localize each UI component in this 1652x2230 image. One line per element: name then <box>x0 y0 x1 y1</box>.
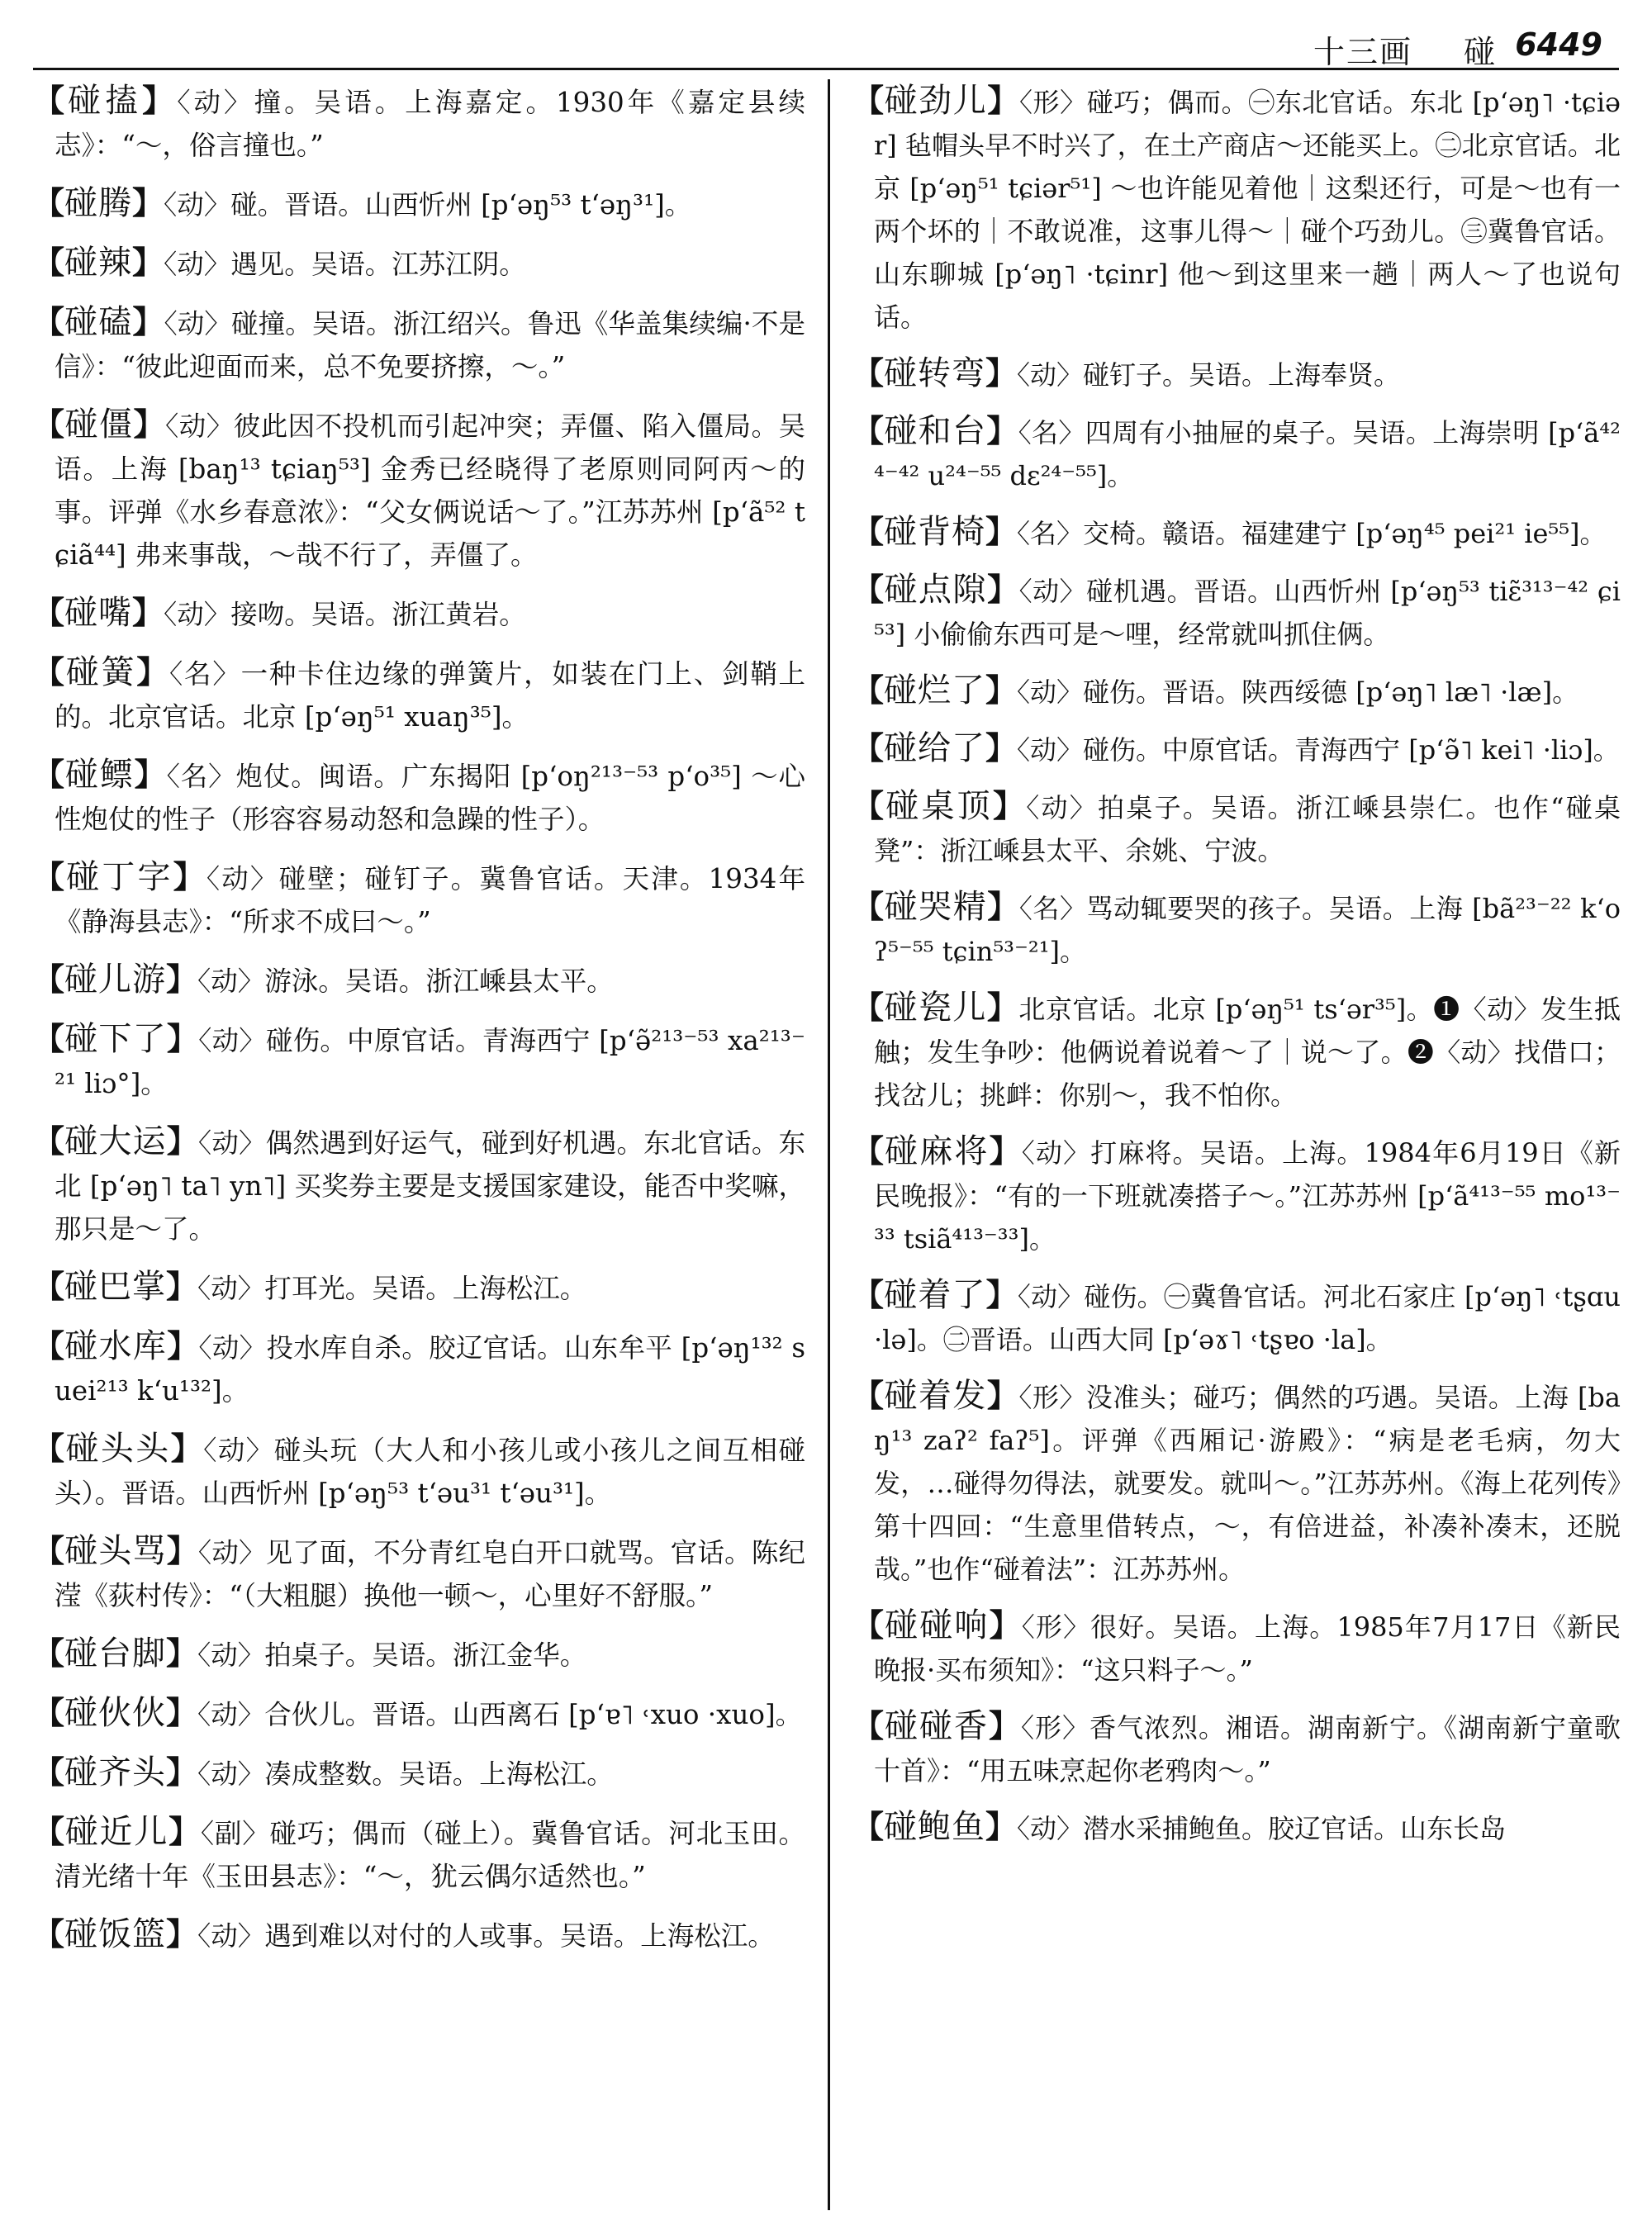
open-bracket: 【 <box>33 594 65 631</box>
entry-definition: 〈动〉潜水采捕鲍鱼。胶辽官话。山东长岛 <box>1017 1813 1507 1844</box>
entry-definition: 〈动〉碰机遇。晋语。山西忻州 [p‘əŋ⁵³ tiɛ̃³¹³⁻⁴² ɕi⁵³] 小偷偷东西可是～哩，经常就叫抓住俩。 <box>874 576 1621 650</box>
close-bracket: 】 <box>169 1813 201 1850</box>
close-bracket: 】 <box>166 1268 198 1305</box>
left-column <box>33 79 805 2210</box>
header-rule <box>33 68 1619 70</box>
entry-definition: 〈副〉碰巧；偶而（碰上）。冀鲁官话。河北玉田。清光绪十年《玉田县志》：“～，犹云偶尔适然也。” <box>55 1818 805 1892</box>
dictionary-entry <box>852 1374 1621 1591</box>
entry-headword: 碰转弯 <box>884 354 986 392</box>
dictionary-entry <box>852 727 1621 771</box>
open-bracket: 【 <box>852 729 885 766</box>
entry-headword: 碰桌顶 <box>885 787 994 825</box>
entry-definition: 〈动〉撞。吴语。上海嘉定。1930年《嘉定县续志》：“～，俗言撞也。” <box>55 87 805 161</box>
entry-headword: 碰伙伙 <box>64 1694 167 1732</box>
open-bracket: 【 <box>852 571 885 608</box>
dictionary-entry <box>852 568 1621 656</box>
entry-headword: 碰着了 <box>884 1276 986 1314</box>
entry-definition: 北京官话。北京 [p‘əŋ⁵¹ ts‘ər³⁵]。❶〈动〉发生抵触；发生争吵：他俩说着说着～了｜说～了。❷〈动〉找借口；找岔儿；挑衅：你别～，我不怕你。 <box>874 994 1621 1111</box>
open-bracket: 【 <box>852 412 885 449</box>
entry-headword: 碰麻将 <box>885 1132 990 1170</box>
entry-headword: 碰和台 <box>884 412 987 450</box>
entry-headword: 碰齐头 <box>64 1753 167 1791</box>
entry-headword: 碰瓷儿 <box>884 989 987 1027</box>
close-bracket: 】 <box>166 1915 198 1952</box>
open-bracket: 【 <box>33 653 66 690</box>
entry-definition: 〈动〉碰钉子。吴语。上海奉贤。 <box>1017 359 1401 391</box>
dictionary-entry <box>33 1913 805 1957</box>
close-bracket: 】 <box>132 184 164 221</box>
entry-definition: 〈动〉打耳光。吴语。上海松江。 <box>197 1273 587 1304</box>
dictionary-entry <box>33 1810 805 1898</box>
open-bracket: 【 <box>33 1532 65 1569</box>
close-bracket: 】 <box>133 406 165 443</box>
dictionary-entry <box>33 958 805 1003</box>
dictionary-entry <box>852 885 1621 973</box>
open-bracket: 【 <box>33 82 69 119</box>
close-bracket: 】 <box>166 1122 198 1160</box>
dictionary-entry <box>33 753 805 841</box>
close-bracket: 】 <box>142 82 178 119</box>
entry-headword: 碰碰响 <box>885 1606 990 1644</box>
dictionary-entry <box>852 986 1621 1117</box>
close-bracket: 】 <box>166 1753 198 1791</box>
entry-headword: 碰下了 <box>64 1020 167 1058</box>
dictionary-entry <box>852 1604 1621 1691</box>
entry-definition: 〈动〉碰伤。中原官话。青海西宁 [p‘ə̃˥ kei˥ ·liɔ]。 <box>1017 734 1620 766</box>
close-bracket: 】 <box>166 961 198 998</box>
dictionary-entry <box>33 301 805 388</box>
open-bracket: 【 <box>33 1327 65 1364</box>
close-bracket: 】 <box>987 82 1019 119</box>
open-bracket: 【 <box>852 989 885 1026</box>
close-bracket: 】 <box>987 571 1019 608</box>
open-bracket: 【 <box>852 787 886 824</box>
open-bracket: 【 <box>852 513 885 550</box>
close-bracket: 】 <box>170 1430 204 1467</box>
entry-definition: 〈形〉很好。吴语。上海。1985年7月17日《新民晚报·买布须知》：“这只料子～。” <box>874 1611 1621 1686</box>
entry-definition: 〈名〉四周有小抽屉的桌子。吴语。上海崇明 [p‘ã⁴²⁴⁻⁴² u²⁴⁻⁵⁵ dɛ²⁴⁻⁵⁵]。 <box>874 417 1621 491</box>
dictionary-entry <box>852 510 1621 555</box>
dictionary-entry <box>33 1632 805 1677</box>
header-character: 碰 <box>1463 34 1495 70</box>
close-bracket: 】 <box>985 1276 1018 1313</box>
open-bracket: 【 <box>33 1430 66 1467</box>
entry-definition: 〈动〉遇到难以对付的人或事。吴语。上海松江。 <box>197 1920 775 1952</box>
page-header <box>0 17 1652 70</box>
entry-definition: 〈动〉合伙儿。晋语。山西离石 [p‘ɐ˥ ˓xuo ·xuo]。 <box>197 1699 803 1730</box>
entry-definition: 〈形〉碰巧；偶而。㊀东北官话。东北 [p‘əŋ˥ ·tɕiər] 毡帽头早不时兴了，在土产商店～还能买上。㊁北京官话。北京 [p‘əŋ⁵¹ tɕiər⁵¹] ～也许能见着他｜这梨还行，可是～也有一两个坏的｜不敢说准，这事儿得～｜碰个巧劲儿。㊂冀鲁官话。山东聊城 [p‘əŋ˥ ·tɕinr] 他～到这里来一趟｜两人～了也说句话。 <box>874 87 1621 333</box>
dictionary-entry <box>852 1705 1621 1792</box>
entry-headword: 碰巴掌 <box>64 1268 167 1306</box>
dictionary-entry <box>33 79 805 167</box>
entry-definition: 〈名〉炮仗。闽语。广东揭阳 [p‘oŋ²¹³⁻⁵³ p‘o³⁵] ～心性炮仗的性子（形容容易动怒和急躁的性子）。 <box>55 761 805 835</box>
entry-headword: 碰丁字 <box>66 858 173 896</box>
entry-headword: 碰着发 <box>884 1377 987 1415</box>
dictionary-entry <box>33 856 805 943</box>
dictionary-entry <box>33 1691 805 1736</box>
entry-definition: 〈动〉投水库自杀。胶辽官话。山东牟平 [p‘əŋ¹³² suei²¹³ k‘u¹³²]。 <box>55 1332 805 1407</box>
dictionary-entry <box>852 1274 1621 1361</box>
dictionary-entry <box>33 1530 805 1617</box>
open-bracket: 【 <box>852 888 885 925</box>
close-bracket: 】 <box>166 1532 198 1569</box>
entry-definition: 〈名〉交椅。赣语。福建建宁 [p‘əŋ⁴⁵ pei²¹ ie⁵⁵]。 <box>1017 518 1607 549</box>
close-bracket: 】 <box>985 1808 1018 1845</box>
dictionary-entry <box>33 403 805 576</box>
close-bracket: 】 <box>985 671 1018 709</box>
dictionary-entry <box>33 1265 805 1310</box>
page-number: 6449 <box>1515 26 1602 63</box>
open-bracket: 【 <box>33 756 65 793</box>
entry-definition: 〈动〉碰撞。吴语。浙江绍兴。鲁迅《华盖集续编·不是信》：“彼此迎面而来，总不免要挤擦，～。” <box>55 308 805 382</box>
entry-headword: 碰劲儿 <box>884 82 988 120</box>
dictionary-entry <box>852 79 1621 339</box>
entry-headword: 碰儿游 <box>64 961 167 999</box>
entry-headword: 碰鲍鱼 <box>884 1808 986 1846</box>
entry-definition: 〈动〉见了面，不分青红皂白开口就骂。官话。陈纪滢《荻村传》：“（大粗腿）换他一顿～，心里好不舒服。” <box>55 1537 805 1611</box>
close-bracket: 】 <box>166 1020 199 1057</box>
entry-definition: 〈动〉碰。晋语。山西忻州 [p‘əŋ⁵³ t‘əŋ³¹]。 <box>164 189 692 221</box>
entry-headword: 碰水库 <box>64 1327 168 1365</box>
dictionary-entry <box>33 1018 805 1105</box>
open-bracket: 【 <box>33 858 67 895</box>
column-divider <box>828 79 830 2210</box>
dictionary-entry <box>33 651 805 738</box>
entry-definition: 〈动〉碰伤。晋语。陕西绥德 [p‘əŋ˥ læ˥ ·læ]。 <box>1017 676 1579 708</box>
open-bracket: 【 <box>852 671 885 709</box>
close-bracket: 】 <box>166 1694 198 1731</box>
entry-headword: 碰近儿 <box>64 1813 169 1851</box>
close-bracket: 】 <box>986 989 1019 1026</box>
close-bracket: 】 <box>132 244 164 281</box>
open-bracket: 【 <box>33 406 65 443</box>
dictionary-entry <box>852 352 1621 396</box>
close-bracket: 】 <box>987 888 1019 925</box>
open-bracket: 【 <box>852 82 885 119</box>
close-bracket: 】 <box>985 354 1018 391</box>
entry-headword: 碰点隙 <box>884 571 988 609</box>
entry-definition: 〈动〉游泳。吴语。浙江嵊县太平。 <box>197 966 614 997</box>
dictionary-entry <box>33 1427 805 1515</box>
entry-headword: 碰僵 <box>64 406 134 444</box>
right-column <box>852 79 1621 2210</box>
entry-definition: 〈动〉拍桌子。吴语。浙江金华。 <box>197 1639 587 1671</box>
dictionary-entry <box>852 785 1621 872</box>
open-bracket: 【 <box>852 1606 885 1644</box>
close-bracket: 】 <box>132 594 164 631</box>
entry-definition: 〈动〉碰伤。㊀冀鲁官话。河北石家庄 [p‘əŋ˥ ˓tʂɑu ·lə]。㊁晋语。山西大同 [p‘əɤ˥ ˓tʂɐo ·la]。 <box>874 1281 1621 1355</box>
dictionary-entry <box>33 1325 805 1412</box>
entry-headword: 碰碰香 <box>885 1707 989 1745</box>
open-bracket: 【 <box>33 1268 65 1305</box>
close-bracket: 】 <box>166 1635 198 1672</box>
entry-headword: 碰大运 <box>64 1122 167 1160</box>
dictionary-entry <box>33 182 805 226</box>
dictionary-entry <box>33 1120 805 1250</box>
open-bracket: 【 <box>33 961 65 998</box>
dictionary-entry <box>852 410 1621 497</box>
entry-definition: 〈动〉打麻将。吴语。上海。1984年6月19日《新民晚报》：“有的一下班就凑搭子～。”江苏苏州 [p‘ã⁴¹³⁻⁵⁵ mo¹³⁻³³ tsiã⁴¹³⁻³³]。 <box>874 1137 1621 1255</box>
open-bracket: 【 <box>852 1808 885 1845</box>
entry-definition: 〈动〉凑成整数。吴语。上海松江。 <box>197 1758 614 1790</box>
open-bracket: 【 <box>33 1753 65 1791</box>
open-bracket: 【 <box>33 1020 65 1057</box>
open-bracket: 【 <box>33 1694 65 1731</box>
entry-headword: 碰磕 <box>64 303 133 341</box>
entry-headword: 碰腾 <box>64 184 133 222</box>
entry-headword: 碰饭篮 <box>64 1915 167 1953</box>
open-bracket: 【 <box>852 1276 885 1313</box>
header-section: 十三画 <box>1313 34 1412 70</box>
entry-headword: 碰哭精 <box>884 888 988 926</box>
open-bracket: 【 <box>852 1377 885 1414</box>
entry-definition: 〈形〉香气浓烈。湘语。湖南新宁。《湖南新宁童歌十首》：“用五味烹起你老鸦肉～。” <box>874 1712 1621 1786</box>
close-bracket: 】 <box>993 787 1027 824</box>
dictionary-entry <box>33 1751 805 1796</box>
close-bracket: 】 <box>173 858 206 895</box>
entry-headword: 碰搕 <box>68 82 143 120</box>
entry-headword: 碰头头 <box>65 1430 171 1468</box>
close-bracket: 】 <box>167 1327 199 1364</box>
open-bracket: 【 <box>33 1635 65 1672</box>
open-bracket: 【 <box>33 184 65 221</box>
entry-definition: 〈名〉一种卡住边缘的弹簧片，如装在门上、剑鞘上的。北京官话。北京 [p‘əŋ⁵¹ xuaŋ³⁵]。 <box>55 658 805 733</box>
close-bracket: 】 <box>985 729 1018 766</box>
close-bracket: 】 <box>986 412 1018 449</box>
entry-headword: 碰嘴 <box>64 594 133 632</box>
close-bracket: 】 <box>134 756 167 793</box>
close-bracket: 】 <box>989 1707 1021 1744</box>
open-bracket: 【 <box>33 244 65 281</box>
entry-definition: 〈名〉骂动辄要哭的孩子。吴语。上海 [bã²³⁻²² k‘oʔ⁵⁻⁵⁵ tɕin⁵³⁻²¹]。 <box>874 893 1621 967</box>
dictionary-entry <box>33 241 805 286</box>
entry-definition: 〈动〉彼此因不投机而引起冲突；弄僵、陷入僵局。吴语。上海 [baŋ¹³ tɕiaŋ⁵³] 金秀已经晓得了老原则同阿丙～的事。评弹《水乡春意浓》：“父女俩说话～了。”江苏苏州 [p‘ã⁵² tɕiã⁴⁴] 弗来事哉，～哉不行了，弄僵了。 <box>55 410 805 571</box>
close-bracket: 】 <box>986 1377 1019 1414</box>
open-bracket: 【 <box>33 1122 65 1160</box>
close-bracket: 】 <box>132 303 164 340</box>
dictionary-entry <box>852 1130 1621 1260</box>
entry-headword: 碰台脚 <box>64 1635 167 1672</box>
entry-headword: 碰烂了 <box>884 671 986 709</box>
dictionary-entry <box>852 1805 1621 1850</box>
entry-headword: 碰背椅 <box>884 513 986 551</box>
entry-definition: 〈动〉遇见。吴语。江苏江阴。 <box>164 249 526 280</box>
entry-headword: 碰辣 <box>64 244 133 282</box>
entry-definition: 〈动〉碰伤。中原官话。青海西宁 [p‘ə̃²¹³⁻⁵³ xa²¹³⁻²¹ liɔ°]。 <box>55 1025 805 1099</box>
close-bracket: 】 <box>989 1132 1022 1170</box>
entry-headword: 碰头骂 <box>64 1532 167 1570</box>
entry-headword: 碰鳔 <box>64 756 135 794</box>
entry-headword: 碰簧 <box>65 653 137 691</box>
open-bracket: 【 <box>852 354 885 391</box>
open-bracket: 【 <box>33 303 65 340</box>
open-bracket: 【 <box>33 1915 65 1952</box>
entry-definition: 〈形〉没准头；碰巧；偶然的巧遇。吴语。上海 [baŋ¹³ zaʔ² faʔ⁵]。评弹《西厢记·游殿》：“病是老毛病，勿大发，…碰得勿得法，就要发。就叫～。”江苏苏州。《海上花列传》第十四回：“生意里借转点，～，有倍进益，补凑补凑末，还脱哉。”也作“碰着法”：江苏苏州。 <box>874 1382 1621 1585</box>
entry-definition: 〈动〉碰壁；碰钉子。冀鲁官话。天津。1934年《静海县志》：“所求不成曰～。” <box>55 863 805 937</box>
open-bracket: 【 <box>852 1132 885 1170</box>
entry-headword: 碰给了 <box>884 729 986 767</box>
open-bracket: 【 <box>33 1813 65 1850</box>
open-bracket: 【 <box>852 1707 885 1744</box>
entry-definition: 〈动〉接吻。吴语。浙江黄岩。 <box>164 599 526 630</box>
dictionary-entry <box>33 591 805 636</box>
close-bracket: 】 <box>989 1606 1022 1644</box>
close-bracket: 】 <box>985 513 1018 550</box>
entry-definition: 〈动〉碰头玩（大人和小孩儿或小孩儿之间互相碰头）。晋语。山西忻州 [p‘əŋ⁵³ t‘əu³¹ t‘əu³¹]。 <box>55 1435 805 1509</box>
close-bracket: 】 <box>136 653 170 690</box>
entry-definition: 〈动〉偶然遇到好运气，碰到好机遇。东北官话。东北 [p‘əŋ˥ ta˥ yn˥] 买奖券主要是支援国家建设，能否中奖嘛，那只是～了。 <box>55 1127 805 1245</box>
entry-definition: 〈动〉拍桌子。吴语。浙江嵊县崇仁。也作“碰桌凳”：浙江嵊县太平、余姚、宁波。 <box>874 792 1621 866</box>
dictionary-entry <box>852 669 1621 714</box>
